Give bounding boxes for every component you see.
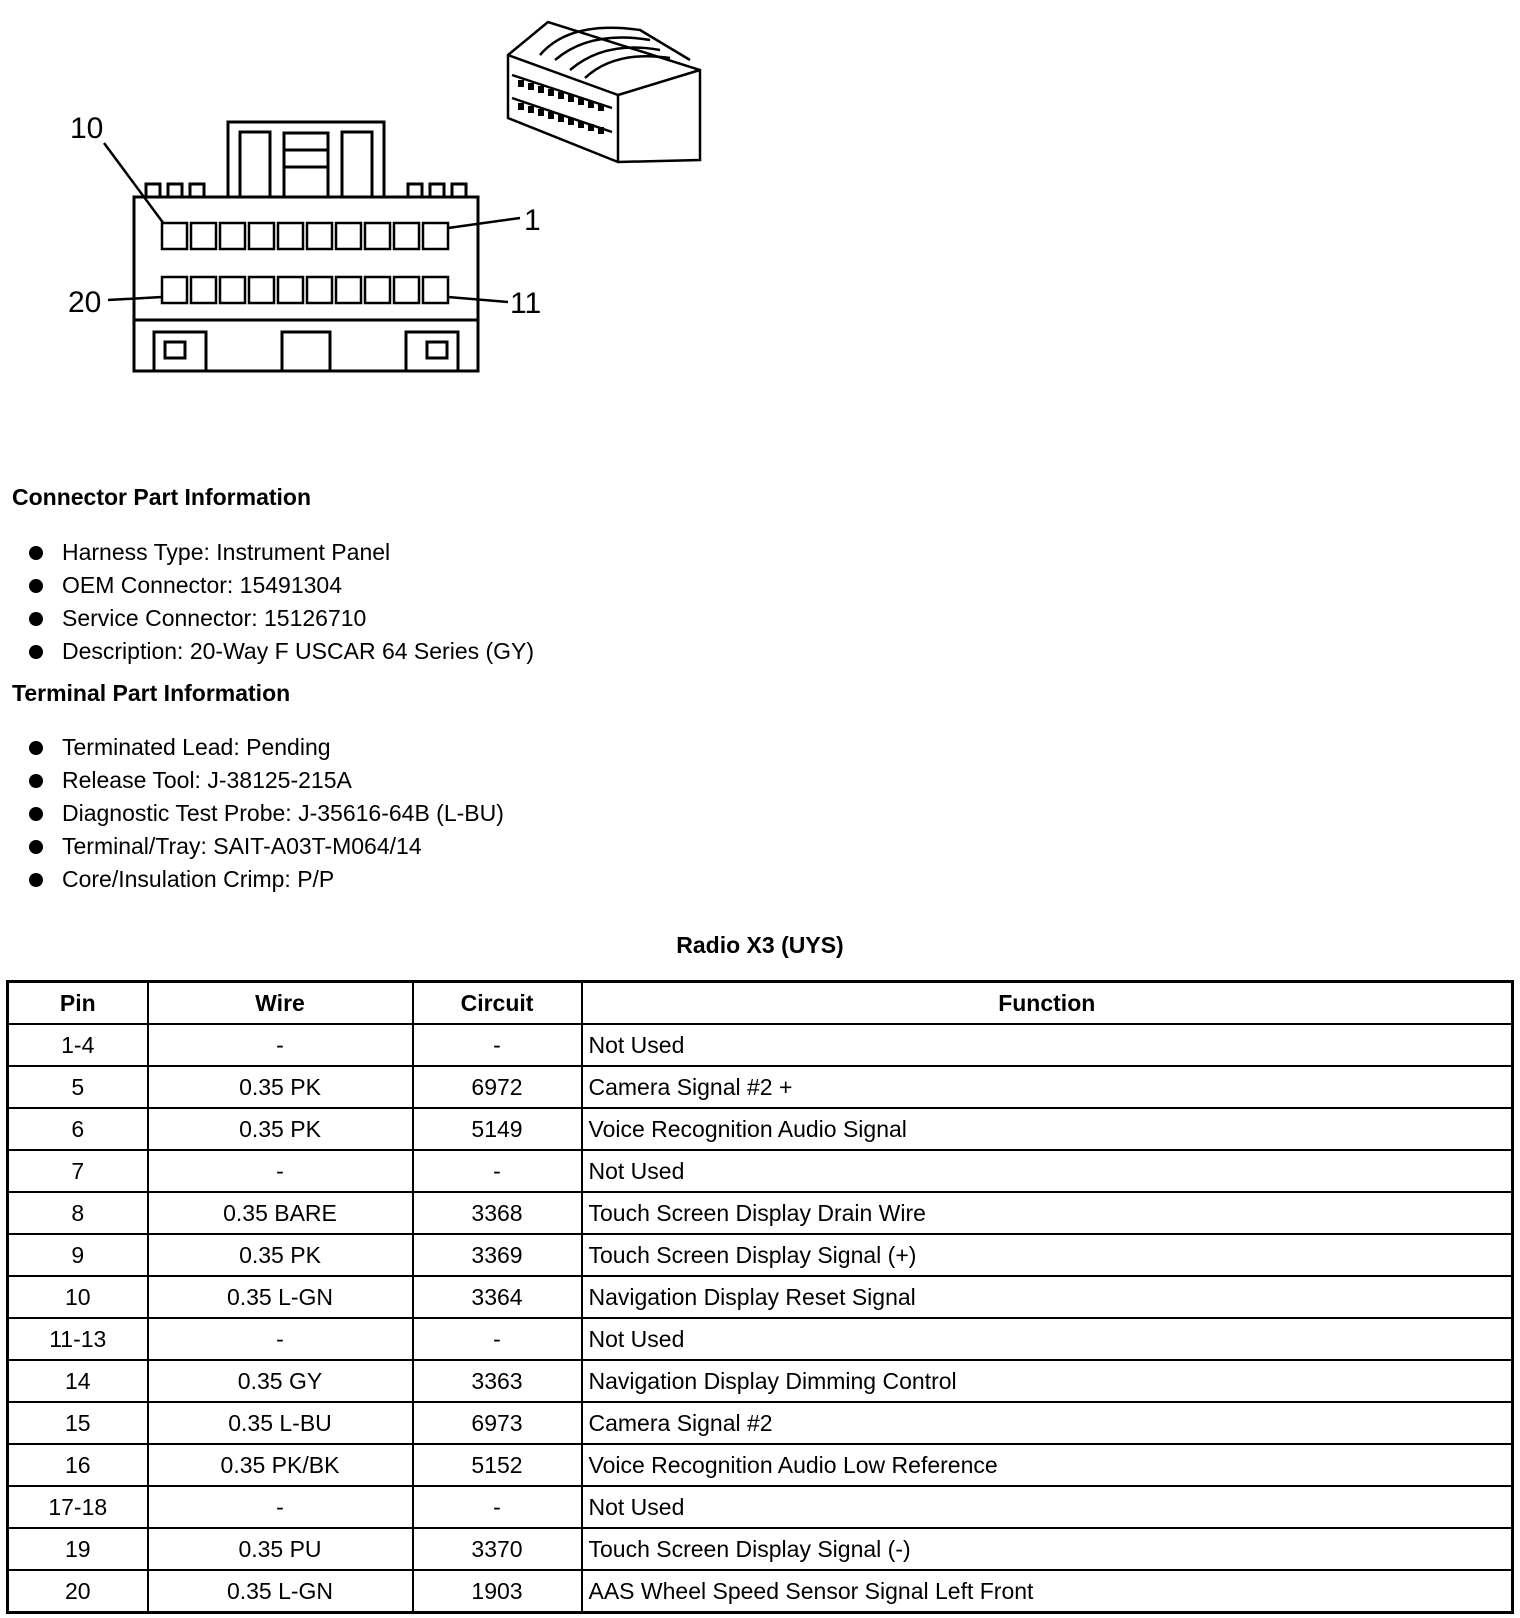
bullet-icon: [29, 645, 43, 659]
cell-circuit: 3369: [413, 1234, 582, 1276]
cell-pin: 20: [8, 1570, 148, 1613]
bullet-icon: [29, 546, 43, 560]
cell-circuit: -: [413, 1150, 582, 1192]
cell-function: AAS Wheel Speed Sensor Signal Left Front: [582, 1570, 1513, 1613]
terminal-part-list: [0, 731, 504, 896]
table-row: [8, 1150, 1513, 1192]
cell-circuit: 3368: [413, 1192, 582, 1234]
cell-wire: 0.35 PK: [148, 1108, 413, 1150]
cell-circuit: -: [413, 1024, 582, 1066]
list-item: [0, 764, 504, 797]
cell-pin: 16: [8, 1444, 148, 1486]
table-row: [8, 1192, 1513, 1234]
cell-wire: 0.35 GY: [148, 1360, 413, 1402]
cell-function: Not Used: [582, 1150, 1513, 1192]
pin-label-1: 1: [524, 204, 541, 237]
table-row: [8, 1066, 1513, 1108]
cell-function: Voice Recognition Audio Signal: [582, 1108, 1513, 1150]
cell-pin: 8: [8, 1192, 148, 1234]
table-row: [8, 1444, 1513, 1486]
cell-wire: 0.35 PK: [148, 1066, 413, 1108]
cell-wire: -: [148, 1486, 413, 1528]
pin-cavities-row-1: [162, 223, 448, 249]
list-item-text: Harness Type: Instrument Panel: [62, 539, 391, 565]
cell-circuit: -: [413, 1486, 582, 1528]
list-item-text: Release Tool: J-38125-215A: [62, 767, 352, 793]
pin-label-11: 11: [510, 287, 542, 320]
list-item: [0, 569, 534, 602]
cell-pin: 19: [8, 1528, 148, 1570]
list-item: [0, 731, 504, 764]
table-row: [8, 1234, 1513, 1276]
cell-wire: -: [148, 1024, 413, 1066]
table-header-row: [8, 982, 1513, 1025]
cell-pin: 10: [8, 1276, 148, 1318]
bullet-icon: [29, 873, 43, 887]
cell-pin: 9: [8, 1234, 148, 1276]
cell-circuit: 3364: [413, 1276, 582, 1318]
cell-function: Not Used: [582, 1024, 1513, 1066]
connector-diagram: [0, 0, 760, 420]
table-row: [8, 1486, 1513, 1528]
connector-3d-view: [508, 22, 700, 162]
cell-pin: 6: [8, 1108, 148, 1150]
cell-wire: 0.35 PU: [148, 1528, 413, 1570]
list-item-text: Terminated Lead: Pending: [62, 734, 331, 760]
connector-part-title: Connector Part Information: [12, 484, 312, 510]
cell-circuit: 1903: [413, 1570, 582, 1613]
pin-label-20: 20: [68, 286, 102, 319]
table-row: [8, 1024, 1513, 1066]
list-item-text: Terminal/Tray: SAIT-A03T-M064/14: [62, 833, 422, 859]
table-row: [8, 1570, 1513, 1613]
bullet-icon: [29, 774, 43, 788]
cell-wire: 0.35 PK/BK: [148, 1444, 413, 1486]
header-function: Function: [582, 982, 1513, 1025]
bullet-icon: [29, 579, 43, 593]
list-item-text: OEM Connector: 15491304: [62, 572, 343, 598]
cell-circuit: 6973: [413, 1402, 582, 1444]
cell-function: Not Used: [582, 1486, 1513, 1528]
cell-pin: 17-18: [8, 1486, 148, 1528]
header-pin: Pin: [8, 982, 148, 1025]
list-item: [0, 635, 534, 668]
connector-part-list: [0, 536, 534, 668]
bullet-icon: [29, 840, 43, 854]
cell-wire: 0.35 L-GN: [148, 1276, 413, 1318]
cell-circuit: 3363: [413, 1360, 582, 1402]
cell-function: Camera Signal #2 +: [582, 1066, 1513, 1108]
cell-wire: 0.35 PK: [148, 1234, 413, 1276]
list-item: [0, 602, 534, 635]
list-item-text: Service Connector: 15126710: [62, 605, 367, 631]
table-row: [8, 1360, 1513, 1402]
cell-circuit: 3370: [413, 1528, 582, 1570]
pinout-table: [6, 980, 1514, 1614]
cell-wire: -: [148, 1318, 413, 1360]
list-item: [0, 536, 534, 569]
cell-wire: 0.35 L-BU: [148, 1402, 413, 1444]
bullet-icon: [29, 741, 43, 755]
table-row: [8, 1318, 1513, 1360]
cell-wire: 0.35 L-GN: [148, 1570, 413, 1613]
pin-cavities-row-2: [162, 277, 448, 303]
bullet-icon: [29, 612, 43, 626]
list-item: [0, 797, 504, 830]
terminal-part-title: Terminal Part Information: [12, 680, 291, 706]
cell-circuit: 5152: [413, 1444, 582, 1486]
cell-pin: 11-13: [8, 1318, 148, 1360]
cell-pin: 1-4: [8, 1024, 148, 1066]
cell-function: Touch Screen Display Signal (+): [582, 1234, 1513, 1276]
header-wire: Wire: [148, 982, 413, 1025]
cell-function: Touch Screen Display Drain Wire: [582, 1192, 1513, 1234]
list-item: [0, 830, 504, 863]
table-row: [8, 1276, 1513, 1318]
cell-function: Not Used: [582, 1318, 1513, 1360]
pin-label-10: 10: [70, 112, 104, 145]
table-title: Radio X3 (UYS): [676, 932, 844, 958]
header-circuit: Circuit: [413, 982, 582, 1025]
cell-function: Camera Signal #2: [582, 1402, 1513, 1444]
cell-pin: 5: [8, 1066, 148, 1108]
list-item: [0, 863, 504, 896]
cell-pin: 7: [8, 1150, 148, 1192]
list-item-text: Diagnostic Test Probe: J-35616-64B (L-BU): [62, 800, 504, 826]
cell-function: Navigation Display Reset Signal: [582, 1276, 1513, 1318]
cell-wire: -: [148, 1150, 413, 1192]
table-row: [8, 1528, 1513, 1570]
cell-function: Voice Recognition Audio Low Reference: [582, 1444, 1513, 1486]
cell-function: Touch Screen Display Signal (-): [582, 1528, 1513, 1570]
list-item-text: Description: 20-Way F USCAR 64 Series (GY): [62, 638, 535, 664]
list-item-text: Core/Insulation Crimp: P/P: [62, 866, 335, 892]
cell-pin: 15: [8, 1402, 148, 1444]
cell-circuit: -: [413, 1318, 582, 1360]
table-row: [8, 1108, 1513, 1150]
table-row: [8, 1402, 1513, 1444]
cell-wire: 0.35 BARE: [148, 1192, 413, 1234]
cell-pin: 14: [8, 1360, 148, 1402]
cell-circuit: 5149: [413, 1108, 582, 1150]
bullet-icon: [29, 807, 43, 821]
cell-function: Navigation Display Dimming Control: [582, 1360, 1513, 1402]
cell-circuit: 6972: [413, 1066, 582, 1108]
